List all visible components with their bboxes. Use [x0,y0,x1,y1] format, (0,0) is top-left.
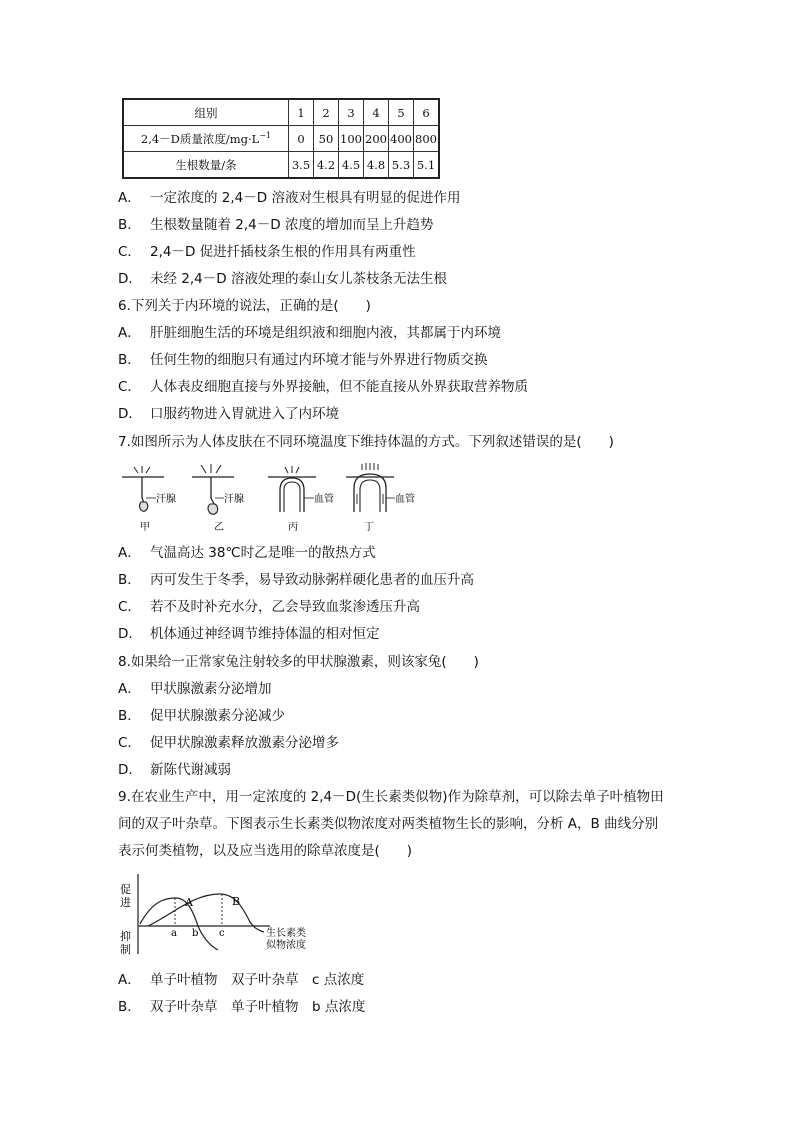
option-key: A． [118,190,141,206]
q7-option-b [118,571,474,589]
table-cell: 100 [339,126,364,152]
q6-stem: 6.下列关于内环境的说法，正确的是( ) [118,298,371,314]
option-text: 口服药物进入胃就进入了内环境 [150,406,339,422]
growth-response-graph [118,870,318,956]
table-cell: 0 [289,126,314,152]
option-text: 肝脏细胞生活的环境是组织液和细胞内液，其都属于内环境 [150,325,501,341]
gland-label: 汗腺 [224,494,244,505]
table-row [123,126,439,152]
option-text: 气温高达 38℃时乙是唯一的散热方式 [150,545,376,561]
option-text: 丙可发生于冬季，易导致动脉粥样硬化患者的血压升高 [150,572,474,588]
option-key: D． [118,626,142,642]
table-cell: 4.8 [364,152,389,179]
q5-option-a [118,189,460,207]
option-text: 未经 2,4－D 溶液处理的泰山女儿茶枝条无法生根 [150,271,447,287]
option-key: D． [118,762,142,778]
q9-stem-line-2: 间的双子叶杂草。下图表示生长素类似物浓度对两类植物生长的影响，分析 A，B 曲线分别 [118,816,659,832]
q5-option-b [118,216,433,234]
curve-b-label: B [232,895,241,908]
option-text: 2,4－D 促进扦插枝条生根的作用具有两重性 [150,244,416,260]
curve-a-label: A [185,896,193,909]
concentration-label: 2,4－D质量浓度/mg·L [140,131,260,146]
option-key: C． [118,379,141,395]
figure-caption: 甲 [140,522,150,533]
q8-option-b [118,707,285,725]
figure-caption: 乙 [214,522,224,533]
q8-option-d [118,761,231,779]
table-cell: 4.5 [339,152,364,179]
q9-stem-line-1: 9.在农业生产中，用一定浓度的 2,4－D(生长素类似物)作为除草剂，可以除去单子叶植物田 [118,789,664,805]
q8-stem: 8.如果给一正常家兔注射较多的甲状腺激素，则该家兔( ) [118,654,479,670]
option-text: 人体表皮细胞直接与外界接触，但不能直接从外界获取营养物质 [150,379,528,395]
table-cell: 3.5 [289,152,314,179]
q6-option-d [118,405,339,423]
option-text: 甲状腺激素分泌增加 [150,681,272,697]
option-key: D． [118,406,142,422]
x-label: 生长素类 [266,928,306,939]
q8-option-c [118,734,339,752]
table-cell: 800 [414,126,440,152]
q9-option-b [118,998,365,1016]
option-text: 生根数量随着 2,4－D 浓度的增加而呈上升趋势 [150,217,434,233]
option-key: C． [118,735,141,751]
q8-option-a [118,680,272,698]
option-key: A． [118,545,141,561]
y-top-label: 进 [120,896,131,909]
q9-stem-line-3: 表示何类植物，以及应当选用的除草浓度是( ) [118,843,413,859]
option-text: 双子叶杂草 单子叶植物 b 点浓度 [150,999,366,1015]
table-cell: 5 [389,99,414,126]
y-bottom-label: 制 [120,943,131,956]
table-cell: 4.2 [314,152,339,179]
option-key: B． [118,217,141,233]
roots-header-cell: 生根数量/条 [123,152,289,179]
q5-option-d [118,270,447,288]
option-text: 单子叶植物 双子叶杂草 c 点浓度 [150,972,365,988]
y-top-label: 促 [120,883,131,896]
skin-thermoregulation-figure [118,460,428,536]
option-key: B． [118,708,141,724]
option-text: 促甲状腺激素分泌减少 [150,708,285,724]
figure-caption: 丁 [364,522,374,533]
option-key: D． [118,271,142,287]
figure-caption: 丙 [288,522,298,533]
option-key: B． [118,999,141,1015]
table-cell: 400 [389,126,414,152]
table-cell: 5.3 [389,152,414,179]
concentration-exponent: −1 [259,130,272,140]
q9-option-a [118,971,364,989]
table-row [123,99,439,126]
option-key: A． [118,681,141,697]
option-key: B． [118,572,141,588]
q7-option-c [118,598,420,616]
option-text: 若不及时补充水分，乙会导致血浆渗透压升高 [150,599,420,615]
q5-option-c [118,243,416,261]
option-text: 任何生物的细胞只有通过内环境才能与外界进行物质交换 [150,352,488,368]
rooting-data-table [122,98,440,179]
q7-stem: 7.如图所示为人体皮肤在不同环境温度下维持体温的方式。下列叙述错误的是( ) [118,434,614,450]
q7-option-a [118,544,376,562]
table-cell: 1 [289,99,314,126]
panel-jia [122,466,176,533]
point-a-label: a [171,928,177,939]
table-cell: 200 [364,126,389,152]
table-cell: 3 [339,99,364,126]
option-key: A． [118,972,141,988]
option-text: 一定浓度的 2,4－D 溶液对生根具有明显的促进作用 [150,190,461,206]
option-key: C． [118,244,141,260]
table-cell: 6 [414,99,440,126]
option-key: A． [118,325,141,341]
q7-option-d [118,625,380,643]
table-cell: 4 [364,99,389,126]
option-text: 新陈代谢减弱 [150,762,231,778]
option-key: C． [118,599,141,615]
point-b-label: b [192,928,199,939]
concentration-header-cell [123,126,289,152]
group-header-cell: 组别 [123,99,289,126]
panel-bing [268,466,334,533]
gland-label: 汗腺 [156,494,176,505]
q6-option-b [118,351,488,369]
panel-ding [346,463,415,533]
q6-option-a [118,324,501,342]
table-row [123,152,439,179]
table-cell: 5.1 [414,152,440,179]
vessel-label: 血管 [314,494,334,505]
option-key: B． [118,352,141,368]
x-label: 似物浓度 [266,940,306,951]
q6-option-c [118,378,528,396]
option-text: 机体通过神经调节维持体温的相对恒定 [150,626,380,642]
table-cell: 50 [314,126,339,152]
option-text: 促甲状腺激素释放激素分泌增多 [150,735,339,751]
vessel-label: 血管 [395,494,415,505]
panel-yi [192,464,244,533]
point-c-label: c [219,928,225,939]
table-cell: 2 [314,99,339,126]
y-bottom-label: 抑 [120,930,131,943]
